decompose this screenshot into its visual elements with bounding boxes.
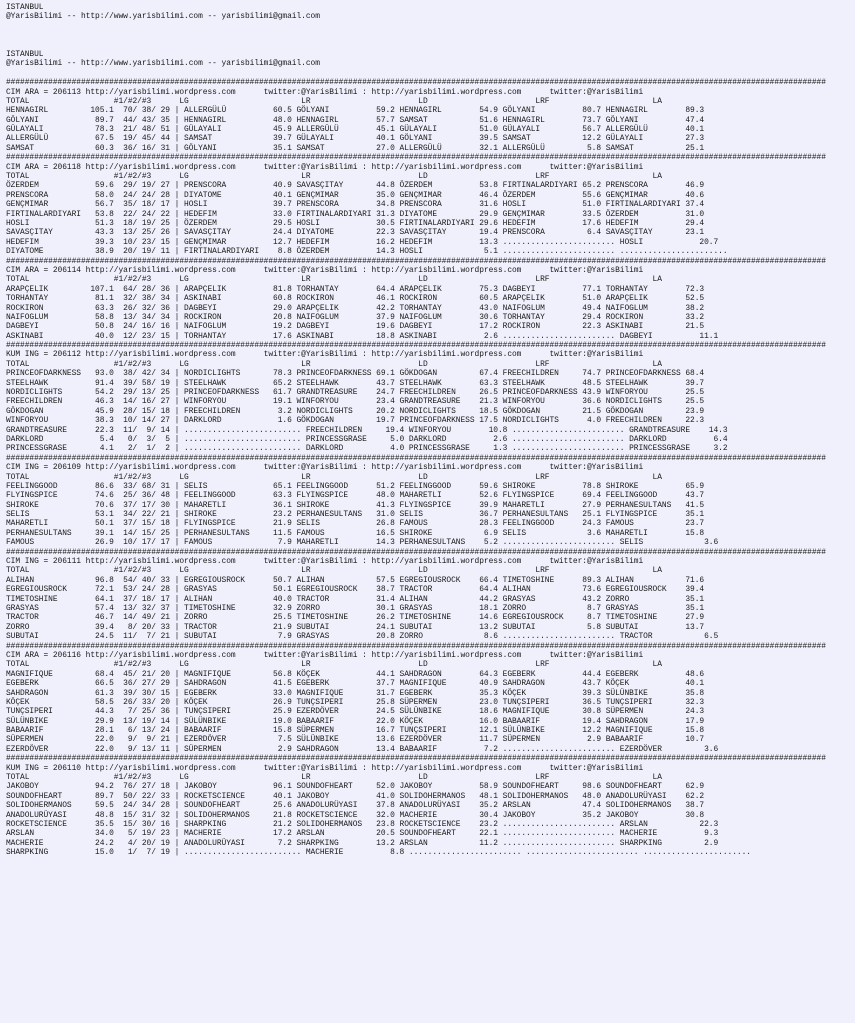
race-row: HOSLI 51.3 18/ 19/ 25 | ÖZERDEM 29.5 HOSLI 30.5 FIRTINALARDIYARI 29.6 HEDEFIM 17.6 HEDEFIM 29.4 — [6, 218, 705, 228]
race-sections — [6, 78, 852, 857]
race-row: ANADOLURÜYASI 48.8 15/ 31/ 32 | SOLIDOHERMANOS 21.8 ROCKETSCIENCE 32.0 MACHERIE 30.4 JAKOBOY 35.2 JAKOBOY 30.8 — [6, 810, 705, 820]
race-section — [6, 454, 852, 548]
race-row: SAVASÇITAY 43.3 13/ 25/ 26 | SAVASÇITAY 24.4 DIYATOME 22.3 SAVASÇITAY 19.4 PRENSCORA 6.4 SAVASÇITAY 23.1 — [6, 228, 705, 238]
race-row: SHIROKE 70.6 37/ 17/ 30 | MAHARETLI 36.1 SHIROKE 41.3 FLYINGSPICE 39.9 MAHARETLI 27.9 PERHANESULTANS 41.5 — [6, 500, 705, 510]
city-title: ISTANBUL — [6, 3, 44, 12]
race-row: ROCKIRON 63.3 26/ 32/ 36 | DAGBEYI 29.0 ARAPÇELIK 42.2 TORHANTAY 43.0 NAIFOGLUM 49.4 NAIFOGLUM 38.2 — [6, 303, 705, 313]
race-row: SOUNDOFHEART 89.7 50/ 22/ 33 | ROCKETSCIENCE 40.1 JAKOBOY 41.0 SOLIDOHERMANOS 48.1 SOLIDOHERMANOS 48.0 ANADOLURÜYASI 62.2 — [6, 791, 705, 801]
race-row: ARAPÇELIK 107.1 64/ 28/ 36 | ARAPÇELIK 81.8 TORHANTAY 64.4 ARAPÇELIK 75.3 DAGBEYI 77.1 TORHANTAY 72.3 — [6, 284, 705, 294]
blank-line — [6, 41, 852, 50]
race-row: MAHARETLI 50.1 37/ 15/ 18 | FLYINGSPICE 21.9 SELIS 26.8 FAMOUS 28.3 FEELINGGOOD 24.3 FAMOUS 23.7 — [6, 519, 705, 529]
blank-line — [6, 69, 852, 78]
race-row: FEELINGGOOD 86.6 33/ 68/ 31 | SELIS 65.1 FEELINGGOOD 51.2 FEELINGGOOD 59.6 SHIROKE 78.8 SHIROKE 65.9 — [6, 481, 705, 491]
race-row: DARKLORD 5.4 0/ 3/ 5 | ......................... PRINCESSGRASE 5.0 DARKLORD 2.6 ........................ DARKLORD 6.4 — [6, 434, 728, 444]
race-header-line: CIM ARA = 206118 http://yarisbilimi.wordpress.com twitter:@YarisBilimi : http://yarisbilimi.wordpress.com twitter:@YarisBilimi — [6, 162, 644, 172]
race-section — [6, 548, 852, 642]
race-section — [6, 153, 852, 256]
city-title: ISTANBUL — [6, 49, 44, 59]
race-row: GRASYAS 57.4 13/ 32/ 37 | TIMETOSHINE 32.9 ZORRO 30.1 GRASYAS 18.1 ZORRO 8.7 GRASYAS 35.1 — [6, 604, 705, 613]
race-row: BABAARIF 28.1 6/ 13/ 24 | BABAARIF 15.8 SÜPERMEN 16.7 TUNÇSIPERI 12.1 SÜLÜNBIKE 12.2 MAGNIFIQUE 15.8 — [6, 726, 705, 736]
race-row: FIRTINALARDIYARI 53.8 22/ 24/ 22 | HEDEFIM 33.0 FIRTINALARDIYARI 31.3 DIYATOME 29.9 GENÇMIMAR 33.5 ÖZERDEM 31.0 — [6, 209, 705, 219]
race-row: ROCKETSCIENCE 35.5 15/ 30/ 16 | SHARPKING 21.2 SOLIDOHERMANOS 23.8 ROCKETSCIENCE 23.2 ........................ ARSLAN 22.3 — [6, 819, 719, 829]
race-row: SUBUTAI 24.5 11/ 7/ 21 | SUBUTAI 7.9 GRASYAS 20.8 ZORRO 8.6 ........................ TRACTOR 6.5 — [6, 632, 719, 642]
race-row: SHARPKING 15.0 1/ 7/ 19 | ......................... MACHERIE 8.8 ........................ ........................ ....................... — [6, 848, 751, 858]
race-header-line: CIM ARA = 206114 http://yarisbilimi.wordpress.com twitter:@YarisBilimi : http://yarisbilimi.wordpress.com twitter:@YarisBilimi — [6, 265, 644, 275]
race-row: MAGNIFIQUE 68.4 45/ 21/ 20 | MAGNIFIQUE 56.8 KÖÇEK 44.1 SAHDRAGON 64.3 EGEBERK 44.4 EGEBERK 48.6 — [6, 669, 705, 679]
separator-line: ############################################################################################################################################################################### — [6, 754, 826, 764]
race-row: FLYINGSPICE 74.6 25/ 36/ 48 | FEELINGGOOD 63.3 FLYINGSPICE 48.0 MAHARETLI 52.6 FLYINGSPICE 69.4 FEELINGGOOD 43.7 — [6, 491, 705, 501]
race-row: DAGBEYI 50.8 24/ 16/ 16 | NAIFOGLUM 19.2 DAGBEYI 19.6 DAGBEYI 17.2 ROCKIRON 22.3 ASKINABI 21.5 — [6, 322, 705, 332]
race-row: SÜLÜNBIKE 29.9 13/ 19/ 14 | SÜLÜNBIKE 19.0 BABAARIF 22.0 KÖÇEK 16.0 BABAARIF 19.4 SAHDRAGON 17.9 — [6, 716, 705, 726]
race-section — [6, 754, 852, 857]
race-row: TRACTOR 46.7 14/ 49/ 21 | ZORRO 25.5 TIMETOSHINE 26.2 TIMETOSHINE 14.6 EGREGIOUSROCK 8.7 TIMETOSHINE 27.9 — [6, 613, 705, 623]
race-row: PRINCEOFDARKNESS 93.0 38/ 42/ 34 | NORDICLIGHTS 78.3 PRINCEOFDARKNESS 69.1 GÖKDOGAN 67.4 FREECHILDREN 74.7 PRINCEOFDARKNESS 68.4 — [6, 369, 705, 379]
race-row: DIYATOME 38.9 20/ 19/ 11 | FIRTINALARDIYARI 8.8 ÖZERDEM 14.3 HOSLI 5.1 ........................ ....................... — [6, 247, 728, 257]
race-row: FAMOUS 26.9 10/ 17/ 17 | FAMOUS 7.9 MAHARETLI 14.3 PERHANESULTANS 5.2 ........................ SELIS 3.6 — [6, 538, 719, 548]
race-row: ZORRO 39.4 8/ 20/ 33 | TRACTOR 21.9 SUBUTAI 24.1 SUBUTAI 13.2 SUBUTAI 5.8 SUBUTAI 13.7 — [6, 622, 705, 632]
race-header-line: CIM ARA = 206113 http://yarisbilimi.wordpress.com twitter:@YarisBilimi : http://yarisbilimi.wordpress.com twitter:@YarisBilimi — [6, 87, 644, 97]
race-row: KÖÇEK 58.5 26/ 33/ 20 | KÖÇEK 26.9 TUNÇSIPERI 25.8 SÜPERMEN 23.0 TUNÇSIPERI 36.5 TUNÇSIPERI 32.3 — [6, 697, 705, 707]
race-row: ALLERGÜLÜ 67.5 19/ 45/ 44 | SAMSAT 39.7 GÜLAYALI 40.1 GÖLYANI 39.5 SAMSAT 12.2 GÜLAYALI 27.3 — [6, 134, 705, 144]
race-section — [6, 78, 852, 153]
race-header-line: CIM ARA = 206116 http://yarisbilimi.wordpress.com twitter:@YarisBilimi : http://yarisbilimi.wordpress.com twitter:@YarisBilimi — [6, 650, 644, 660]
race-row: GENÇMIMAR 56.7 35/ 18/ 17 | HOSLI 39.7 PRENSCORA 34.8 PRENSCORA 31.6 HOSLI 51.0 FIRTINALARDIYARI 37.4 — [6, 200, 705, 210]
column-header-line: TOTAL #1/#2/#3 LG LR LD LRF LA — [6, 660, 662, 670]
report-header — [6, 3, 852, 78]
blank-line — [6, 22, 852, 31]
text-report — [6, 3, 852, 1021]
race-row: TIMETOSHINE 64.1 37/ 18/ 17 | ALIHAN 40.0 TRACTOR 31.4 ALIHAN 44.2 GRASYAS 43.2 ZORRO 35.1 — [6, 594, 705, 604]
race-row: TORHANTAY 81.1 32/ 38/ 34 | ASKINABI 60.8 ROCKIRON 46.1 ROCKIRON 60.5 ARAPÇELIK 51.0 ARAPÇELIK 52.5 — [6, 294, 705, 304]
race-section — [6, 341, 852, 454]
separator-line: ############################################################################################################################################################################### — [6, 641, 826, 651]
race-row: STEELHAWK 91.4 39/ 58/ 19 | STEELHAWK 65.2 STEELHAWK 43.7 STEELHAWK 63.3 STEELHAWK 48.5 STEELHAWK 39.7 — [6, 378, 705, 388]
race-row: EGEBERK 66.5 36/ 27/ 29 | SAHDRAGON 41.5 EGEBERK 37.7 MAGNIFIQUE 40.9 SAHDRAGON 43.7 KÖÇEK 40.1 — [6, 679, 705, 689]
race-section — [6, 642, 852, 755]
race-row: JAKOBOY 94.2 76/ 27/ 18 | JAKOBOY 96.1 SOUNDOFHEART 52.0 JAKOBOY 58.9 SOUNDOFHEART 98.6 SOUNDOFHEART 62.9 — [6, 782, 705, 792]
race-row: HENNAGIRL 105.1 70/ 38/ 29 | ALLERGÜLÜ 60.5 GÖLYANI 59.2 HENNAGIRL 54.9 GÖLYANI 80.7 HENNAGIRL 89.3 — [6, 106, 705, 116]
column-header-line: TOTAL #1/#2/#3 LG LR LD LRF LA — [6, 472, 662, 482]
race-row: MACHERIE 24.2 4/ 20/ 19 | ANADOLURÜYASI 7.2 SHARPKING 13.2 ARSLAN 11.2 ........................ SHARPKING 2.9 — [6, 838, 719, 848]
column-header-line: TOTAL #1/#2/#3 LG LR LD LRF LA — [6, 275, 662, 285]
column-header-line: TOTAL #1/#2/#3 LG LR LD LRF LA — [6, 172, 662, 182]
race-row: PRINCESSGRASE 4.1 2/ 1/ 2 | ......................... DARKLORD 4.0 PRINCESSGRASE 1.3 ........................ PRINCESSGRASE 3.2 — [6, 444, 728, 454]
separator-line: ############################################################################################################################################################################### — [6, 453, 826, 463]
race-row: SÜPERMEN 22.0 9/ 9/ 21 | EZERDÖVER 7.5 SÜLÜNBIKE 13.6 EZERDÖVER 11.7 SÜPERMEN 2.9 BABAARIF 10.7 — [6, 735, 705, 745]
race-row: SAHDRAGON 61.3 39/ 30/ 15 | EGEBERK 33.0 MAGNIFIQUE 31.7 EGEBERK 35.3 KÖÇEK 39.3 SÜLÜNBIKE 35.8 — [6, 688, 705, 698]
race-row: GÖKDOGAN 45.9 28/ 15/ 18 | FREECHILDREN 3.2 NORDICLIGHTS 20.2 NORDICLIGHTS 18.5 GÖKDOGAN 21.5 GÖKDOGAN 23.9 — [6, 406, 705, 416]
column-header-line: TOTAL #1/#2/#3 LG LR LD LRF LA — [6, 566, 662, 576]
column-header-line: TOTAL #1/#2/#3 LG LR LD LRF LA — [6, 773, 662, 783]
race-row: ASKINABI 40.0 12/ 23/ 15 | TORHANTAY 17.6 ASKINABI 18.8 ASKINABI 2.6 ........................ DAGBEYI 11.1 — [6, 331, 719, 341]
race-row: NORDICLIGHTS 54.2 29/ 13/ 25 | PRINCEOFDARKNESS 61.7 GRANDTREASURE 24.7 FREECHILDREN 26.5 PRINCEOFDARKNESS 43.9 WINFORYOU 25.5 — [6, 388, 705, 398]
contact-line: @YarisBilimi -- http://www.yarisbilimi.com -- yarisbilimi@gmail.com — [6, 12, 320, 22]
race-row: GRANDTREASURE 22.3 11/ 9/ 14 | ......................... FREECHILDREN 19.4 WINFORYOU 10.8 ........................ GRANDTREASURE 14.3 — [6, 425, 728, 435]
race-row: SOLIDOHERMANOS 59.5 24/ 34/ 28 | SOUNDOFHEART 25.6 ANADOLURÜYASI 37.8 ANADOLURÜYASI 35.2 ARSLAN 47.4 SOLIDOHERMANOS 38.7 — [6, 801, 705, 811]
race-row: GÜLAYALI 78.3 21/ 48/ 51 | GÜLAYALI 45.9 ALLERGÜLÜ 45.1 GÜLAYALI 51.0 GÜLAYALI 56.7 ALLERGÜLÜ 40.1 — [6, 125, 705, 135]
column-header-line: TOTAL #1/#2/#3 LG LR LD LRF LA — [6, 359, 662, 369]
race-header-line: CIM ING = 206109 http://yarisbilimi.wordpress.com twitter:@YarisBilimi : http://yarisbilimi.wordpress.com twitter:@YarisBilimi — [6, 463, 644, 473]
race-section — [6, 257, 852, 342]
separator-line: ############################################################################################################################################################################### — [6, 153, 826, 163]
race-header-line: KUM ING = 206110 http://yarisbilimi.wordpress.com twitter:@YarisBilimi : http://yarisbilimi.wordpress.com twitter:@YarisBilimi — [6, 763, 644, 773]
race-row: EGREGIOUSROCK 72.1 53/ 24/ 28 | GRASYAS 50.1 EGREGIOUSROCK 38.7 TRACTOR 64.4 ALIHAN 73.6 EGREGIOUSROCK 39.4 — [6, 585, 705, 595]
race-row: ÖZERDEM 59.6 29/ 19/ 27 | PRENSCORA 40.9 SAVASÇITAY 44.8 ÖZERDEM 53.8 FIRTINALARDIYARI 65.2 PRENSCORA 46.9 — [6, 181, 705, 191]
race-row: ARSLAN 34.0 5/ 19/ 23 | MACHERIE 17.2 ARSLAN 20.5 SOUNDOFHEART 22.1 ........................ MACHERIE 9.3 — [6, 829, 719, 839]
column-header-line: TOTAL #1/#2/#3 LG LR LD LRF LA — [6, 96, 662, 106]
race-header-line: KUM ING = 206112 http://yarisbilimi.wordpress.com twitter:@YarisBilimi : http://yarisbilimi.wordpress.com twitter:@YarisBilimi — [6, 350, 644, 360]
race-row: GÖLYANI 89.7 44/ 43/ 35 | HENNAGIRL 48.0 HENNAGIRL 57.7 SAMSAT 51.6 HENNAGIRL 73.7 GÖLYANI 47.4 — [6, 115, 705, 125]
separator-line: ############################################################################################################################################################################### — [6, 256, 826, 266]
race-row: WINFORYOU 38.3 10/ 14/ 27 | DARKLORD 1.6 GÖKDOGAN 19.7 PRINCEOFDARKNESS 17.5 NORDICLIGHTS 4.0 FREECHILDREN 22.3 — [6, 416, 705, 426]
race-row: ALIHAN 96.8 54/ 40/ 33 | EGREGIOUSROCK 50.7 ALIHAN 57.5 EGREGIOUSROCK 66.4 TIMETOSHINE 89.3 ALIHAN 71.6 — [6, 575, 705, 585]
race-row: HEDEFIM 39.3 10/ 23/ 15 | GENÇMIMAR 12.7 HEDEFIM 16.2 HEDEFIM 13.3 ........................ HOSLI 20.7 — [6, 237, 719, 247]
separator-line: ############################################################################################################################################################################### — [6, 341, 826, 351]
race-row: SELIS 53.1 34/ 22/ 21 | SHIROKE 23.2 PERHANESULTANS 31.0 SELIS 36.7 PERHANESULTANS 25.1 FLYINGSPICE 35.1 — [6, 510, 705, 520]
race-row: TUNÇSIPERI 44.3 7/ 25/ 36 | TUNÇSIPERI 25.9 EZERDÖVER 24.5 SÜLÜNBIKE 18.6 MAGNIFIQUE 30.8 SÜPERMEN 24.3 — [6, 707, 705, 717]
race-row: EZERDÖVER 22.0 9/ 13/ 11 | SÜPERMEN 2.9 SAHDRAGON 13.4 BABAARIF 7.2 ........................ EZERDÖVER 3.6 — [6, 744, 719, 754]
race-row: PRENSCORA 58.0 24/ 24/ 28 | DIYATOME 40.1 GENÇMIMAR 35.0 GENÇMIMAR 46.4 ÖZERDEM 55.6 GENÇMIMAR 40.6 — [6, 190, 705, 200]
blank-line — [6, 31, 852, 40]
race-row: FREECHILDREN 46.3 14/ 16/ 27 | WINFORYOU 19.1 WINFORYOU 23.4 GRANDTREASURE 21.3 WINFORYOU 36.6 NORDICLIGHTS 25.5 — [6, 397, 705, 407]
race-row: PERHANESULTANS 39.1 14/ 15/ 25 | PERHANESULTANS 11.5 FAMOUS 16.5 SHIROKE 6.9 SELIS 3.6 MAHARETLI 15.8 — [6, 528, 705, 538]
race-row: SAMSAT 60.3 36/ 16/ 31 | GÖLYANI 35.1 SAMSAT 27.0 ALLERGÜLÜ 32.1 ALLERGÜLÜ 5.8 SAMSAT 25.1 — [6, 143, 705, 153]
race-row: NAIFOGLUM 58.8 13/ 34/ 34 | ROCKIRON 20.8 NAIFOGLUM 37.9 NAIFOGLUM 30.6 TORHANTAY 29.4 ROCKIRON 33.2 — [6, 312, 705, 322]
contact-line: @YarisBilimi -- http://www.yarisbilimi.com -- yarisbilimi@gmail.com — [6, 59, 320, 69]
separator-line: ############################################################################################################################################################################### — [6, 78, 826, 88]
separator-line: ############################################################################################################################################################################### — [6, 547, 826, 557]
race-header-line: CIM ING = 206111 http://yarisbilimi.wordpress.com twitter:@YarisBilimi : http://yarisbilimi.wordpress.com twitter:@YarisBilimi — [6, 557, 644, 567]
